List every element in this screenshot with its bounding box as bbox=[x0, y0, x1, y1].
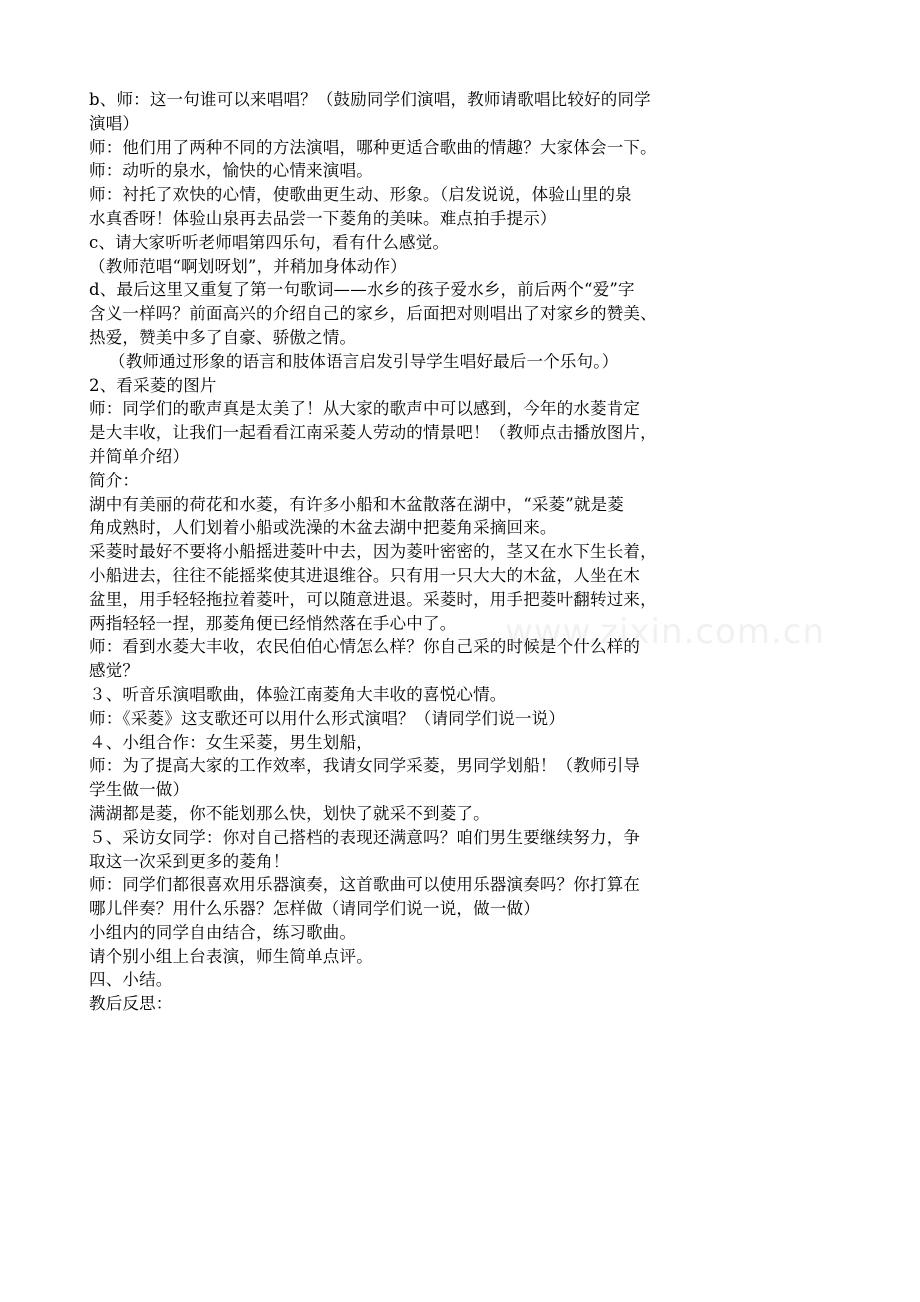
text-line: 并简单介绍） bbox=[89, 446, 190, 466]
text-line: 师：他们用了两种不同的方法演唱，哪种更适合歌曲的情趣？大家体会一下。 bbox=[89, 137, 657, 157]
text-line: 师：动听的泉水，愉快的心情来演唱。 bbox=[89, 161, 373, 181]
text-line: 请个别小组上台表演，师生简单点评。 bbox=[89, 946, 373, 966]
text-line: 盆里，用手轻轻拖拉着菱叶，可以随意进退。采菱时，用手把菱叶翻转过来， bbox=[89, 589, 657, 609]
text-line: 师：为了提高大家的工作效率，我请女同学采菱，男同学划船！（教师引导 bbox=[89, 756, 641, 776]
section-heading: ５、采访女同学：你对自己搭档的表现还满意吗？咱们男生要继续努力，争 bbox=[89, 827, 641, 847]
text-line: 含义一样吗？前面高兴的介绍自己的家乡，后面把对则唱出了对家乡的赞美、 bbox=[89, 304, 657, 324]
text-line: 教后反思： bbox=[89, 994, 173, 1014]
watermark: www.zixin.com.cn bbox=[505, 612, 825, 652]
text-line: 是大丰收，让我们一起看看江南采菱人劳动的情景吧！（教师点击播放图片， bbox=[89, 423, 657, 443]
text-line: 小船进去，往往不能摇桨使其进退维谷。只有用一只大大的木盆，人坐在木 bbox=[89, 565, 641, 585]
section-heading: ４、小组合作：女生采菱，男生划船， bbox=[89, 732, 373, 752]
text-line: 师：同学们都很喜欢用乐器演奏，这首歌曲可以使用乐器演奏吗？你打算在 bbox=[89, 875, 641, 895]
section-heading: 四、小结。 bbox=[89, 970, 173, 990]
text-line: 小组内的同学自由结合，练习歌曲。 bbox=[89, 922, 357, 942]
text-line: 湖中有美丽的荷花和水菱，有许多小船和木盆散落在湖中，“采菱”就是菱 bbox=[89, 494, 624, 514]
text-line: 哪儿伴奏？用什么乐器？怎样做（请同学们说一说，做一做） bbox=[89, 899, 540, 919]
text-line: 演唱） bbox=[89, 113, 140, 133]
text-line: 两指轻轻一捏，那菱角便已经悄然落在手心中了。 bbox=[89, 613, 457, 633]
text-line: c、请大家听听老师唱第四乐句，看有什么感觉。 bbox=[89, 232, 450, 252]
text-line: 师：《采菱》这支歌还可以用什么形式演唱？（请同学们说一说） bbox=[89, 708, 566, 728]
text-line: 学生做一做） bbox=[89, 780, 190, 800]
text-line: 满湖都是菱，你不能划那么快，划快了就采不到菱了。 bbox=[89, 803, 490, 823]
text-line: 角成熟时，人们划着小船或洗澡的木盆去湖中把菱角采摘回来。 bbox=[89, 518, 557, 538]
text-line: 师：同学们的歌声真是太美了！从大家的歌声中可以感到，今年的水菱肯定 bbox=[89, 399, 641, 419]
document-body bbox=[89, 88, 715, 1016]
section-heading: 2、看采菱的图片 bbox=[89, 375, 217, 395]
text-line: 感觉？ bbox=[89, 661, 140, 681]
text-line: 简介： bbox=[89, 470, 140, 490]
text-line: 采菱时最好不要将小船摇进菱叶中去，因为菱叶密密的，茎又在水下生长着， bbox=[89, 542, 657, 562]
text-line: （教师通过形象的语言和肢体语言启发引导学生唱好最后一个乐句。） bbox=[109, 351, 619, 371]
text-line: d、最后这里又重复了第一句歌词——水乡的孩子爱水乡，前后两个“爱”字 bbox=[89, 280, 635, 300]
text-line: b、师：这一句谁可以来唱唱？（鼓励同学们演唱，教师请歌唱比较好的同学 bbox=[89, 90, 651, 109]
text-line: 师：衬托了欢快的心情，使歌曲更生动、形象。（启发说说，体验山里的泉 bbox=[89, 185, 632, 205]
text-line: 师：看到水菱大丰收，农民伯伯心情怎么样？你自己采的时候是个什么样的 bbox=[89, 637, 641, 657]
text-line: 取这一次采到更多的菱角！ bbox=[89, 851, 290, 871]
text-line: 水真香呀！体验山泉再去品尝一下菱角的美味。难点拍手提示） bbox=[89, 208, 557, 228]
text-line: 热爱，赞美中多了自豪、骄傲之情。 bbox=[89, 327, 357, 347]
text-line: （教师范唱“啊划呀划”，并稍加身体动作） bbox=[89, 256, 407, 276]
section-heading: ３、听音乐演唱歌曲，体验江南菱角大丰收的喜悦心情。 bbox=[89, 684, 507, 704]
